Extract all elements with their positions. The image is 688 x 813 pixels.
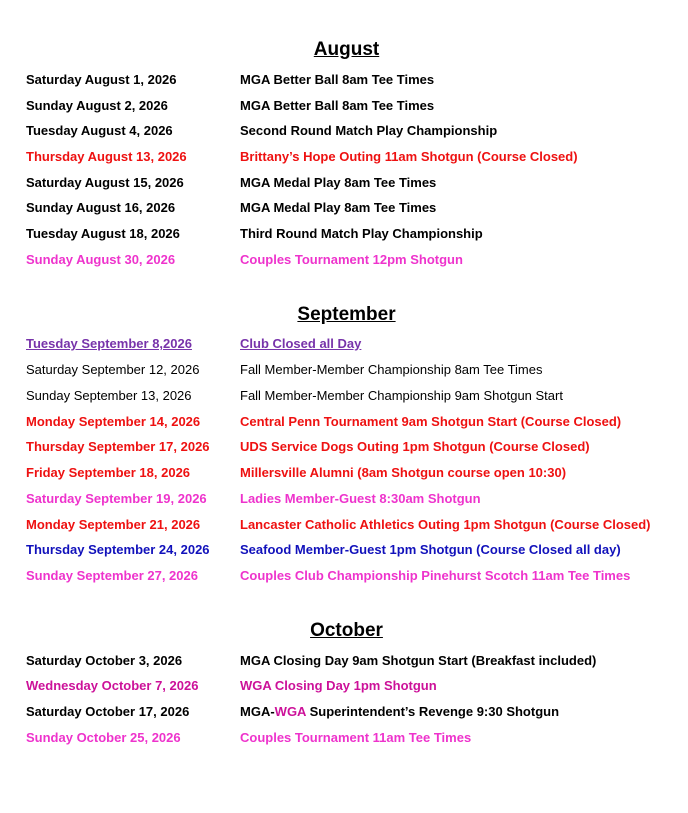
event-date: Saturday September 12, 2026 (26, 362, 200, 377)
schedule-row (0, 652, 688, 670)
schedule-row (0, 199, 688, 217)
month-heading-august: August (313, 39, 380, 60)
schedule-row (0, 335, 688, 353)
schedule-row (0, 438, 688, 456)
event-name: Seafood Member-Guest 1pm Shotgun (Course Closed all day) (240, 542, 621, 557)
event-name: MGA Better Ball 8am Tee Times (240, 98, 435, 113)
schedule-row (0, 703, 688, 721)
event-date: Wednesday October 7, 2026 (26, 678, 199, 693)
event-name: Lancaster Catholic Athletics Outing 1pm Shotgun (Course Closed) (240, 517, 651, 532)
event-date: Saturday October 3, 2026 (26, 653, 183, 668)
event-date: Saturday August 1, 2026 (26, 72, 177, 87)
event-date: Sunday August 30, 2026 (26, 252, 176, 267)
event-name: UDS Service Dogs Outing 1pm Shotgun (Course Closed) (240, 439, 590, 454)
schedule-row (0, 361, 688, 379)
event-date: Tuesday August 4, 2026 (26, 123, 173, 138)
event-date: Sunday September 13, 2026 (26, 388, 192, 403)
event-name: Fall Member-Member Championship 9am Shotgun Start (240, 388, 563, 403)
schedule-row (0, 387, 688, 405)
schedule-row (0, 516, 688, 534)
schedule-row (0, 225, 688, 243)
event-date: Sunday September 27, 2026 (26, 568, 198, 583)
event-date: Friday September 18, 2026 (26, 465, 191, 480)
event-name: MGA Medal Play 8am Tee Times (240, 200, 437, 215)
schedule-row (0, 71, 688, 89)
schedule-row (0, 567, 688, 585)
event-date: Thursday August 13, 2026 (26, 149, 187, 164)
event-name: Second Round Match Play Championship (240, 123, 498, 138)
schedule-row (0, 464, 688, 482)
event-name: Club Closed all Day (240, 336, 362, 351)
event-date: Saturday October 17, 2026 (26, 704, 190, 719)
event-name: MGA Medal Play 8am Tee Times (240, 175, 437, 190)
event-date: Thursday September 24, 2026 (26, 542, 210, 557)
schedule-row (0, 122, 688, 140)
schedule-row (0, 729, 688, 747)
event-date: Monday September 21, 2026 (26, 517, 201, 532)
event-name: Ladies Member-Guest 8:30am Shotgun (240, 491, 481, 506)
schedule-row (0, 251, 688, 269)
event-date: Thursday September 17, 2026 (26, 439, 210, 454)
event-name: Central Penn Tournament 9am Shotgun Start (Course Closed) (240, 414, 622, 429)
schedule-row (0, 97, 688, 115)
event-name: WGA Closing Day 1pm Shotgun (240, 678, 437, 693)
event-date: Tuesday September 8,2026 (26, 336, 192, 351)
schedule-row (0, 174, 688, 192)
event-name (240, 703, 559, 721)
schedule-row (0, 148, 688, 166)
event-name: Couples Tournament 12pm Shotgun (240, 252, 463, 267)
schedule-row (0, 413, 688, 431)
event-date: Tuesday August 18, 2026 (26, 226, 180, 241)
event-date: Saturday August 15, 2026 (26, 175, 184, 190)
event-name: Brittany’s Hope Outing 11am Shotgun (Course Closed) (240, 149, 578, 164)
event-date: Sunday August 2, 2026 (26, 98, 168, 113)
event-name: MGA Better Ball 8am Tee Times (240, 72, 435, 87)
event-date: Sunday October 25, 2026 (26, 730, 181, 745)
month-heading-october: October (310, 620, 383, 641)
event-name-highlight: WGA (274, 704, 306, 719)
event-name: MGA Closing Day 9am Shotgun Start (Breakfast included) (240, 653, 597, 668)
event-name-prefix: MGA- (240, 704, 275, 719)
event-name-suffix: Superintendent’s Revenge 9:30 Shotgun (305, 704, 560, 719)
event-name: Fall Member-Member Championship 8am Tee Times (240, 362, 543, 377)
event-name: Couples Tournament 11am Tee Times (240, 730, 472, 745)
event-name: Couples Club Championship Pinehurst Scotch 11am Tee Times (240, 568, 631, 583)
event-date: Saturday September 19, 2026 (26, 491, 207, 506)
event-name: Third Round Match Play Championship (240, 226, 483, 241)
schedule-row (0, 541, 688, 559)
event-date: Sunday August 16, 2026 (26, 200, 176, 215)
event-date: Monday September 14, 2026 (26, 414, 201, 429)
event-name: Millersville Alumni (8am Shotgun course open 10:30) (240, 465, 567, 480)
schedule-row (0, 677, 688, 695)
month-heading-september: September (297, 304, 396, 325)
schedule-row (0, 490, 688, 508)
